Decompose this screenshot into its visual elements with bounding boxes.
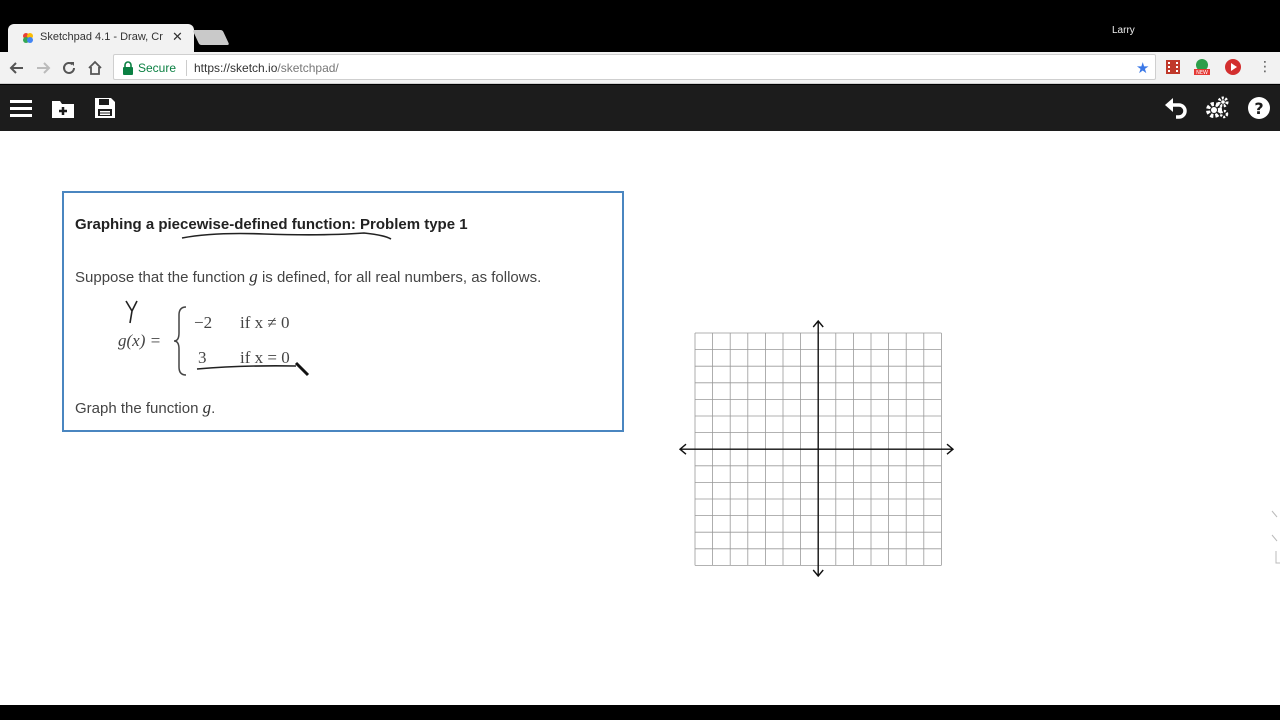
scroll-hint-marks (1268, 505, 1280, 571)
tab-title: Sketchpad 4.1 - Draw, Cr (40, 31, 163, 43)
arrow-right-icon (35, 60, 51, 76)
screencast-extension-icon[interactable] (1193, 58, 1211, 76)
title-underline-stroke (182, 233, 391, 239)
taskbar (0, 705, 1280, 720)
title-suffix: : Problem type 1 (350, 216, 468, 233)
url-text[interactable] (194, 61, 339, 75)
arrow-left-icon (9, 60, 25, 76)
case1-value: −2 (194, 313, 213, 332)
lock-icon (122, 61, 134, 75)
svg-text:?: ? (1254, 99, 1264, 118)
sketchpad-toolbar (0, 85, 1280, 131)
case2-condition: if x = 0 (240, 348, 290, 367)
case2-value: 3 (198, 348, 207, 367)
pen-cursor-stroke (296, 363, 308, 375)
url-separator (186, 60, 187, 76)
profile-name[interactable]: Larry (1112, 25, 1135, 36)
instruction-prefix: Graph the function (75, 400, 203, 417)
floppy-disk-icon[interactable] (92, 95, 118, 121)
home-button[interactable] (84, 57, 106, 79)
more-menu-icon[interactable]: ⋮ (1258, 58, 1272, 74)
sketchpad-favicon-icon (22, 32, 34, 44)
instruction-variable: g (202, 398, 212, 417)
intro-suffix: is defined, for all real numbers, as follows. (257, 269, 542, 286)
question-icon[interactable] (1246, 95, 1272, 121)
y-mark-stroke (126, 301, 137, 323)
gears-icon[interactable] (1204, 95, 1230, 121)
forward-button[interactable] (32, 57, 54, 79)
play-extension-icon[interactable] (1224, 58, 1242, 76)
hamburger-icon[interactable] (8, 95, 34, 121)
window-titlebar (0, 0, 1280, 52)
title-topic: piecewise-defined function (158, 216, 351, 233)
reload-icon (61, 60, 77, 76)
coordinate-grid[interactable] (676, 315, 958, 581)
browser-toolbar (0, 52, 1280, 84)
case2-underline-stroke (197, 366, 296, 369)
intro-prefix: Suppose that the function (75, 269, 250, 286)
star-icon[interactable]: ★ (1136, 60, 1150, 77)
case1-condition: if x ≠ 0 (240, 313, 290, 332)
instruction-suffix: . (211, 400, 216, 417)
reload-button[interactable] (58, 57, 80, 79)
new-tab-button[interactable] (193, 30, 230, 45)
film-extension-icon[interactable] (1164, 58, 1182, 76)
browser-tab[interactable] (8, 24, 194, 52)
drawing-canvas[interactable] (0, 131, 1280, 705)
home-icon (87, 60, 103, 76)
intro-variable: g (249, 267, 258, 286)
secure-label: Secure (138, 61, 177, 75)
title-prefix: Graphing a (75, 216, 159, 233)
back-button[interactable] (6, 57, 28, 79)
svg-text:NEW: NEW (1196, 70, 1208, 76)
url-path: /sketchpad/ (277, 61, 339, 75)
function-lhs: g(x) = (118, 331, 162, 350)
url-host: https://sketch.io (194, 61, 278, 75)
problem-panel (62, 191, 624, 432)
tab-close-icon[interactable]: ✕ (172, 29, 183, 44)
pen-annotations (64, 193, 626, 434)
undo-icon[interactable] (1162, 95, 1188, 121)
folder-plus-icon[interactable] (50, 95, 76, 121)
address-bar[interactable] (113, 54, 1156, 80)
